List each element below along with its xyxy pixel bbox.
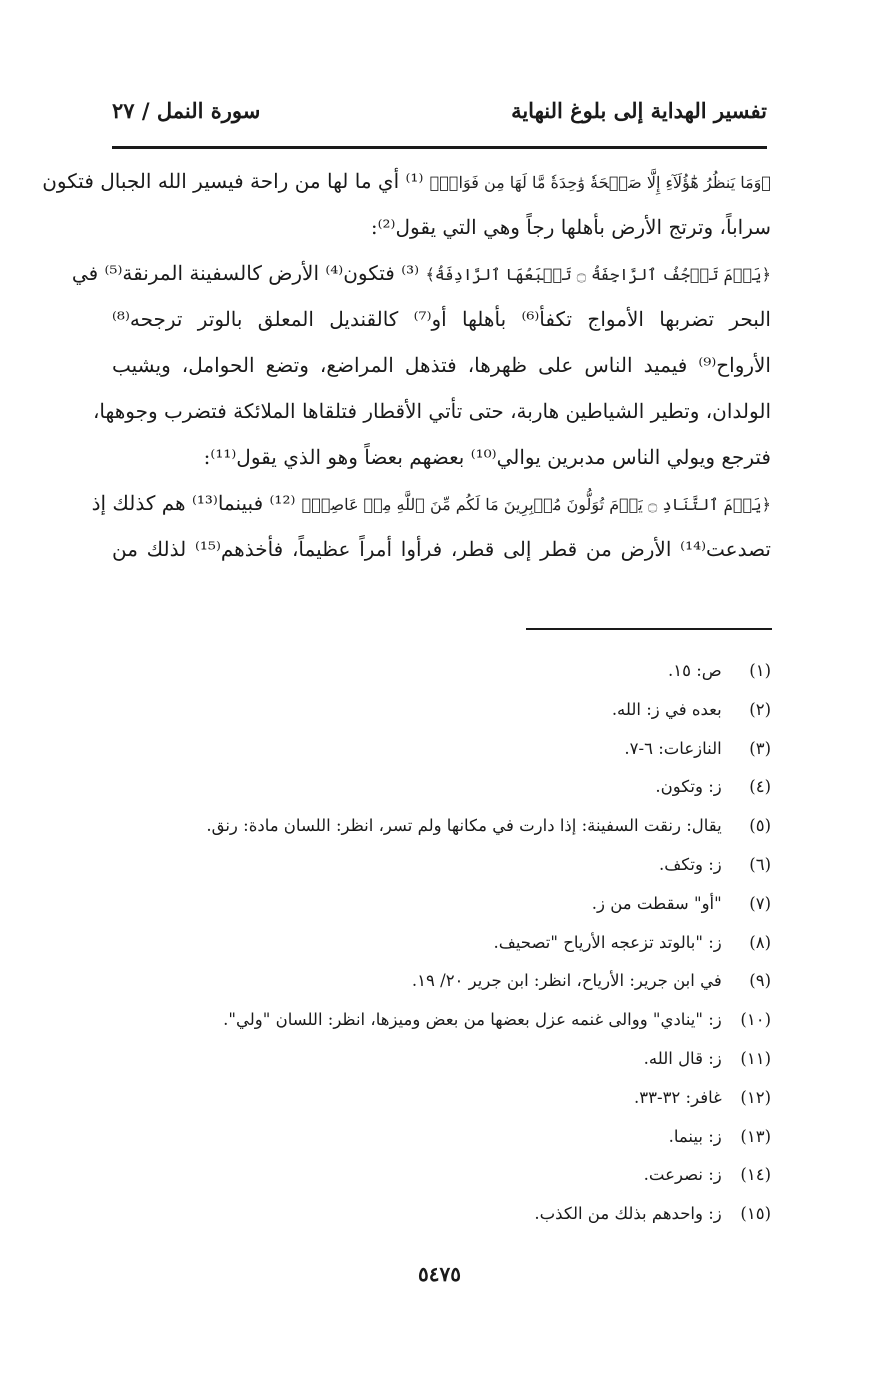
footnote-number: (١٥) [740,1204,771,1224]
footnote-number: (٢) [749,699,771,719]
footnotes [91,652,771,1234]
text-line [112,204,771,250]
footnote-number: (١٢) [740,1087,771,1107]
header-rule [112,146,767,149]
footnote-text: في ابن جرير: الأرياح، انظر: ابن جرير ٢٠/ ١٩. [411,971,722,991]
footnote-text: النازعات: ٦-٧. [624,738,722,758]
text-line [91,480,771,526]
page-number: ٥٤٧٥ [418,1262,461,1286]
footnote-number: (٧) [749,893,771,913]
footnote [91,1040,771,1079]
footnote-text: ص: ١٥. [668,661,722,680]
footnote-number: (١١) [740,1048,771,1068]
footnote [91,691,771,730]
text-line [92,388,771,434]
footnote-text: ز: وتكف. [658,854,722,874]
footnote [91,730,771,769]
commentary-text: الولدان، وتطير الشياطين هاربة، حتى تأتي الأقطار فتلقاها الملائكة فتضرب وجوهها، [92,399,771,423]
commentary-text: سراباً، وترتج الأرض بأهلها رجاً وهي التي يقول⁽²⁾: [370,215,771,239]
footnote-number: (٦) [749,854,771,874]
commentary-text: الأرواح⁽⁹⁾ فيميد الناس على ظهرها، فتذهل المراضع، وتضع الحوامل، ويشيب [112,353,771,377]
quran-verse: ﴿يَوۡمَ تَرۡجُفُ ٱلرَّاجِفَةُ ۝ تَتۡبَعُهَا ٱلرَّادِفَةُ﴾ [425,265,771,284]
footnote-text: ز: نصرعت. [643,1165,722,1185]
footnote-number: (١٣) [740,1126,771,1146]
footnote-number: (١٤) [740,1165,771,1185]
footnote [91,962,771,1001]
footnote-text: ز: قال الله. [643,1048,722,1068]
commentary-text: فترجع ويولي الناس مدبرين يوالي⁽¹⁰⁾ بعضهم بعضاً وهو الذي يقول⁽¹¹⁾: [203,445,771,469]
text-line [112,526,771,572]
footnote-number: (١٠) [740,1010,771,1030]
footnote-number: (٣) [749,738,771,758]
footnote [91,652,771,691]
footnote-number: (١) [749,661,771,680]
footnote [91,1118,771,1157]
commentary-text: ⁽¹²⁾ فبينما⁽¹³⁾ هم كذلك إذ [91,491,296,515]
surah-page-label: سورة النمل / ٢٧ [112,98,261,123]
footnote-text: ز: واحدهم بذلك من الكذب. [534,1204,722,1224]
quran-verse: ﴿وَمَا يَنظُرُ هَٰٓؤُلَآءِ إِلَّا صَيۡحَةٗ وَٰحِدَةٗ مَّا لَهَا مِن فَوَاقٖ﴾ [429,173,771,192]
footnote-separator [526,628,772,630]
footnote [91,1079,771,1118]
footnote [91,1156,771,1195]
footnote [91,885,771,924]
body-text [42,158,772,572]
footnote-text: يقال: رنقت السفينة: إذا دارت في مكانها ولم تسر، انظر: اللسان مادة: رنق. [206,816,722,836]
book-title: تفسير الهداية إلى بلوغ النهاية [511,98,767,123]
text-line [112,342,771,388]
footnote [91,846,771,885]
footnote-text: ز: وتكون. [655,777,722,797]
commentary-text: تصدعت⁽¹⁴⁾ الأرض من قطر إلى قطر، فرأوا أمراً عظيماً، فأخذهم⁽¹⁵⁾ لذلك من [112,537,772,561]
text-line [112,296,771,342]
text-line [112,434,771,480]
footnote-text: ز: بينما. [668,1126,722,1146]
footnote-number: (٤) [749,777,771,797]
footnote-text: "أو" سقطت من ز. [591,893,722,913]
footnote-text: غافر: ٣٢-٣٣. [634,1087,722,1107]
footnote [91,924,771,963]
commentary-text: ⁽¹⁾ أي ما لها من راحة فيسير الله الجبال فتكون [42,169,424,193]
footnote-text: ز: "بالوتد تزعجه الأرياح "تصحيف. [493,932,722,952]
footnote-text: ز: "ينادي" ووالى غنمه عزل بعضها من بعض وميزها، انظر: اللسان "ولي". [223,1010,722,1030]
footnote [91,1195,771,1234]
running-header [112,98,767,138]
footnote [91,1001,771,1040]
quran-verse: ﴿يَوۡمَ ٱلتَّنَادِ ۝ يَوۡمَ تُوَلُّونَ مُدۡبِرِينَ مَا لَكُم مِّنَ ٱللَّهِ مِنۡ عَاصِمٖ﴾ [301,495,771,514]
footnote-number: (٨) [749,932,771,952]
footnote-number: (٥) [749,816,771,836]
footnote [91,768,771,807]
text-line [42,158,771,204]
commentary-text: ⁽³⁾ فتكون⁽⁴⁾ الأرض كالسفينة المرنقة⁽⁵⁾ في [71,261,420,285]
footnote-number: (٩) [749,971,771,991]
text-line [71,250,771,296]
footnote [91,807,771,846]
footnote-text: بعده في ز: الله. [611,699,722,719]
commentary-text: البحر تضربها الأمواج تكفأ⁽⁶⁾ بأهلها أو⁽⁷⁾ كالقنديل المعلق بالوتر ترجحه⁽⁸⁾ [112,307,771,331]
